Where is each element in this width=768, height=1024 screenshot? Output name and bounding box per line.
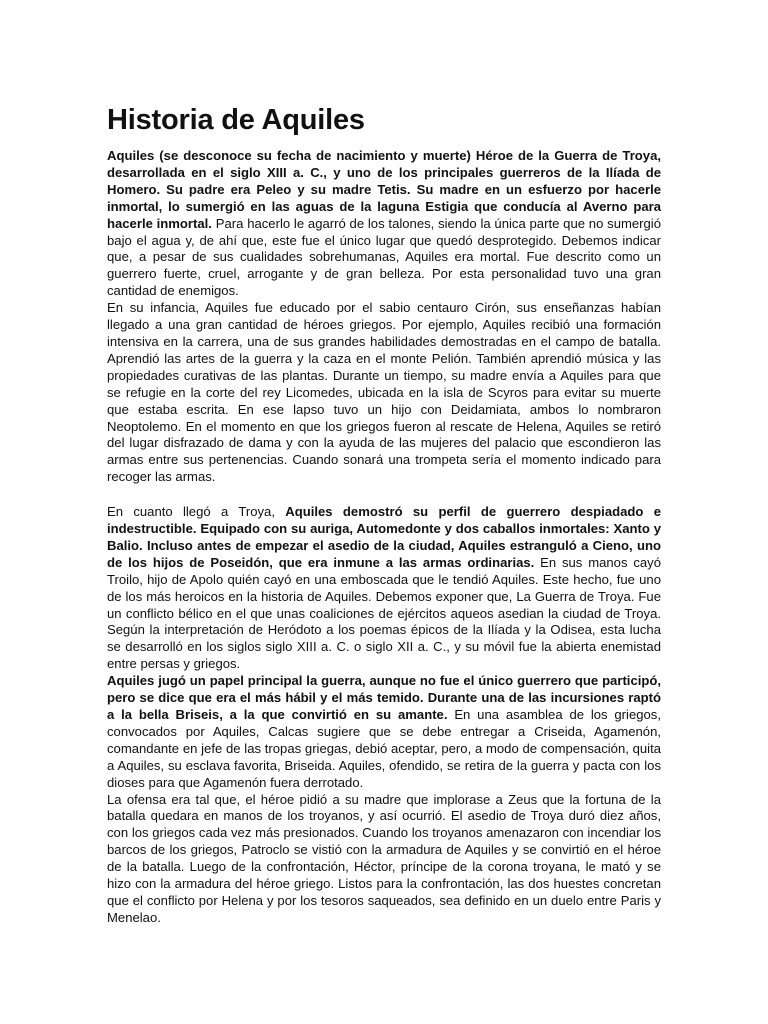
paragraph-gap [107, 486, 661, 504]
document-title: Historia de Aquiles [107, 104, 365, 136]
paragraph-troy-arrival-bold: Aquiles demostró su perfil de guerrero despiadado e indestructible. Equipado con su auriga, Automedonte y dos caballos inmortales: Xanto y Balio. Incluso antes de empezar el asedio de la ciudad, Aquiles estranguló a Cieno, uno de los hijos de Poseidón, que era inmune a las armas ordinarias. [107, 504, 661, 570]
paragraph-troy-arrival [107, 504, 661, 673]
paragraph-war-role-bold: Aquiles jugó un papel principal la guerra, aunque no fue el único guerrero que participó, pero se dice que era el más hábil y el más temido. Durante una de las incursiones raptó a la bella Briseis, a la que convirtió en su amante. [107, 673, 661, 722]
paragraph-troy-arrival-text: En sus manos cayó Troilo, hijo de Apolo quién cayó en una emboscada que le tendió Aquiles. Este hecho, fue uno de los más heroicos en la historia de Aquiles. Debemos exponer que, La Guerra de Troya. Fue un conflicto bélico en el que unas coaliciones de ejércitos aqueos asedian la ciudad de Troya. Según la interpretación de Heródoto a los poemas épicos de la Ilíada y la Odisea, esta lucha se desarrolló en los siglos siglo XIII a. C. o siglo XII a. C., y su móvil fue la abierta enemistad entre persas y griegos. [107, 554, 661, 672]
paragraph-birth [107, 148, 661, 300]
paragraph-childhood: En su infancia, Aquiles fue educado por el sabio centauro Cirón, sus enseñanzas habían llegado a una gran cantidad de héroes griegos. Por ejemplo, Aquiles recibió una formación intensiva en la carrera, una de sus grandes habilidades demostradas en el campo de batalla. Aprendió las artes de la guerra y la caza en el monte Pelión. También aprendió música y las propiedades curativas de las plantas. Durante un tiempo, su madre envía a Aquiles para que se refugie en la corte del rey Licomedes, ubicada en la isla de Scyros para evitar su muerte que estaba escrita. En ese lapso tuvo un hijo con Deidamiata, ambos lo nombraron Neoptolemo. En el momento en que los griegos fueron al rescate de Helena, Aquiles se retiró del lugar disfrazado de dama y con la ayuda de las mujeres del palacio que escondieron las armas entre sus pertenencias. Cuando sonará una trompeta sería el momento indicado para recoger las armas. [107, 300, 661, 485]
paragraph-war-role-text: En una asamblea de los griegos, convocados por Aquiles, Calcas sugiere que se debe entregar a Criseida, Agamenón, comandante en jefe de las tropas griegas, debió aceptar, pero, a modo de compensación, quita a Aquiles, su esclava favorita, Briseida. Aquiles, ofendido, se retira de la guerra y pacta con los dioses para que Agamenón fuera derrotado. [107, 707, 661, 790]
paragraph-offense: La ofensa era tal que, el héroe pidió a su madre que implorase a Zeus que la fortuna de la batalla quedara en manos de los troyanos, y así ocurrió. El asedio de Troya duró diez años, con los griegos cada vez más presionados. Cuando los troyanos amenazaron con incendiar los barcos de los griegos, Patroclo se vistió con la armadura de Aquiles y se convirtió en el héroe de la batalla. Luego de la confrontación, Héctor, príncipe de la corona troyana, le mató y se hizo con la armadura del héroe griego. Listos para la confrontación, las dos huestes concretan que el conflicto por Helena y por los tesoros saqueados, sea definido en un duelo entre Paris y Menelao. [107, 791, 661, 925]
paragraph-troy-arrival-lead: En cuanto llegó a Troya, [107, 504, 286, 520]
paragraph-war-role [107, 673, 661, 791]
paragraph-birth-text: Para hacerlo le agarró de los talones, siendo la única parte que no sumergió bajo el agua y, de ahí que, este fue el único lugar que quedó desprotegido. Debemos indicar que, a pesar de sus cualidades sobrehumanas, Aquiles era mortal. Fue descrito como un guerrero fuerte, cruel, arrogante y de gran belleza. Por esta personalidad tuvo una gran cantidad de enemigos. [107, 215, 662, 299]
document-page [107, 100, 661, 927]
paragraph-birth-bold: Aquiles (se desconoce su fecha de nacimiento y muerte) Héroe de la Guerra de Troya, desarrollada en el siglo XIII a. C., y uno de los principales guerreros de la Ilíada de Homero. Su padre era Peleo y su madre Tetis. Su madre en un esfuerzo por hacerle inmortal, lo sumergió en las aguas de la laguna Estigia que conducía al Averno para hacerle inmortal. [107, 148, 661, 231]
